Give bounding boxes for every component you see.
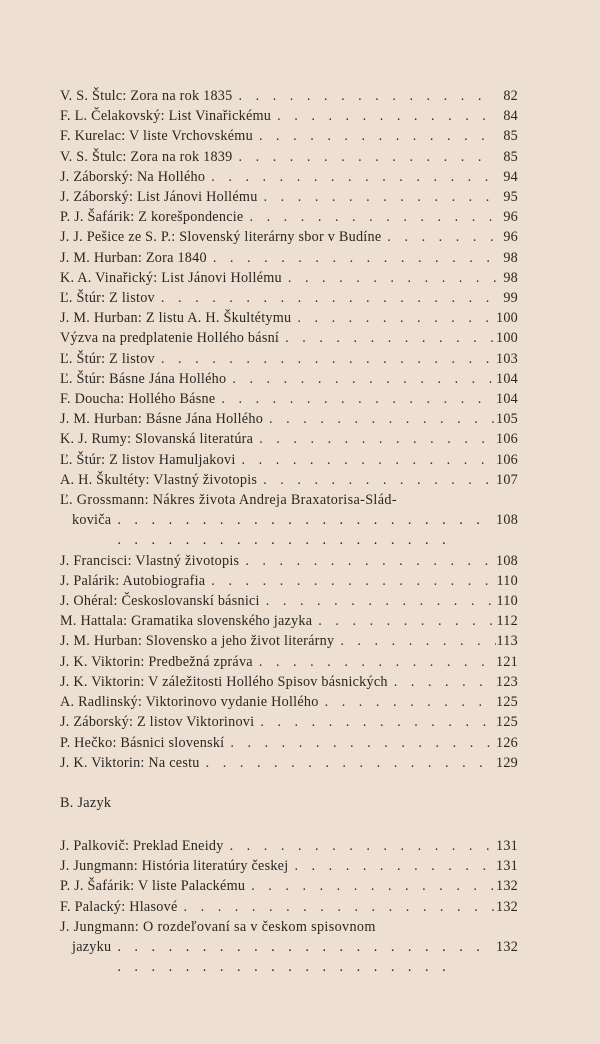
toc-entry-title: J. M. Hurban: Zora 1840	[60, 249, 207, 266]
toc-entry-page: 121	[495, 653, 518, 670]
leader-dots	[233, 86, 497, 106]
toc-entry-page: 104	[495, 391, 518, 408]
toc-entry-page: 85	[503, 148, 518, 165]
leader-dots	[253, 429, 496, 449]
leader-dots	[263, 409, 496, 429]
table-of-contents	[60, 86, 518, 977]
toc-entry	[60, 631, 518, 651]
leader-dots	[279, 328, 496, 348]
toc-entry-page: 99	[503, 290, 518, 307]
toc-entry	[60, 147, 518, 167]
toc-entry-page: 132	[496, 938, 519, 955]
toc-entry-page: 110	[496, 593, 518, 610]
toc-entry-title: J. Francisci: Vlastný životopis	[60, 552, 240, 569]
toc-entry-page: 94	[503, 168, 518, 185]
toc-entry-title: A. Radlinský: Viktorinovo vydanie Hollého	[60, 694, 319, 711]
leader-dots	[381, 227, 496, 247]
toc-entry	[60, 389, 518, 409]
toc-entry-title: Ľ. Štúr: Z listov Hamuljakovi	[60, 451, 236, 468]
toc-entry-title: K. A. Vinařický: List Jánovi Hollému	[60, 269, 282, 286]
leader-dots	[260, 591, 496, 611]
leader-dots	[205, 167, 496, 187]
toc-entry-title: J. M. Hurban: Slovensko a jeho život literárny	[60, 633, 335, 650]
toc-entry-title: J. K. Viktorin: V záležitosti Hollého Spisov básnických	[60, 673, 388, 690]
toc-entry	[60, 328, 518, 348]
toc-entry	[60, 611, 518, 631]
toc-entry-title: P. J. Šafárik: V liste Palackému	[60, 878, 246, 895]
toc-entry-continuation	[60, 510, 518, 550]
toc-group-a	[60, 86, 518, 490]
toc-entry-title: J. K. Viktorin: Predbežná zpráva	[60, 653, 253, 670]
toc-entry-page: 95	[503, 189, 518, 206]
toc-entry-page: 84	[503, 108, 518, 125]
toc-entry-title: J. K. Viktorin: Na cestu	[60, 754, 200, 771]
toc-entry-title: J. Palkovič: Preklad Eneidy	[60, 837, 224, 854]
toc-entry	[60, 551, 518, 571]
leader-dots	[254, 712, 496, 732]
toc-entry	[60, 876, 518, 896]
toc-entry	[60, 652, 518, 672]
toc-entry	[60, 753, 518, 773]
leader-dots	[239, 551, 496, 571]
toc-group-b	[60, 551, 518, 773]
toc-entry	[60, 268, 518, 288]
toc-entry	[60, 409, 518, 429]
toc-entry-page: 106	[495, 451, 518, 468]
toc-entry-page: 129	[495, 754, 518, 771]
toc-entry-title: K. J. Rumy: Slovanská literatúra	[60, 431, 254, 448]
leader-dots	[111, 510, 496, 550]
toc-entry-page: 85	[503, 128, 518, 145]
toc-entry-title-continuation: jazyku	[72, 938, 112, 955]
toc-entry	[60, 167, 518, 187]
leader-dots	[271, 106, 496, 126]
toc-entry-title: V. S. Štulc: Zora na rok 1835	[60, 88, 233, 104]
toc-entry	[60, 856, 518, 876]
toc-entry-page: 104	[495, 370, 518, 387]
leader-dots	[243, 207, 496, 227]
toc-entry-title: M. Hattala: Gramatika slovenského jazyka	[60, 613, 313, 630]
leader-dots	[155, 349, 496, 369]
leader-dots	[178, 897, 496, 917]
toc-entry-title-continuation: koviča	[72, 512, 112, 529]
toc-entry-page: 108	[496, 512, 519, 529]
leader-dots	[282, 268, 496, 288]
toc-entry-title: J. Záborský: Na Hollého	[60, 168, 206, 185]
toc-entry-continuation	[60, 937, 518, 977]
toc-entry-title: F. Doucha: Hollého Básne	[60, 391, 216, 408]
toc-entry-title: Ľ. Grossmann: Nákres života Andreja Braxatorisa-Slád-	[60, 492, 397, 509]
toc-entry-jungmann	[60, 917, 518, 937]
toc-entry	[60, 207, 518, 227]
toc-entry	[60, 836, 518, 856]
toc-entry-title: P. Hečko: Básnici slovenskí	[60, 734, 225, 751]
toc-entry	[60, 227, 518, 247]
toc-entry	[60, 897, 518, 917]
leader-dots	[312, 611, 496, 631]
toc-entry-title: F. Palacký: Hlasové	[60, 898, 178, 915]
leader-dots	[258, 187, 496, 207]
toc-entry-page: 96	[503, 209, 518, 226]
toc-entry	[60, 591, 518, 611]
toc-entry-page: 105	[495, 411, 518, 428]
toc-entry-title: F. L. Čelakovský: List Vinařickému	[60, 108, 272, 125]
toc-entry-page: 96	[503, 229, 518, 246]
toc-entry-page: 100	[495, 310, 518, 327]
toc-entry-title: J. Jungmann: História literatúry českej	[60, 858, 289, 875]
toc-entry-page: 100	[495, 330, 518, 347]
toc-entry	[60, 571, 518, 591]
toc-entry-page: 82	[503, 88, 518, 104]
toc-entry-page: 123	[495, 673, 518, 690]
toc-entry	[60, 733, 518, 753]
leader-dots	[319, 692, 496, 712]
toc-entry-title: J. Ohéral: Českoslovanskí básnici	[60, 593, 260, 610]
toc-entry	[60, 450, 518, 470]
toc-entry-page: 107	[495, 471, 518, 488]
toc-group-c	[60, 836, 518, 917]
toc-entry	[60, 288, 518, 308]
toc-entry	[60, 106, 518, 126]
leader-dots	[155, 288, 496, 308]
toc-entry	[60, 712, 518, 732]
toc-entry-title: V. S. Štulc: Zora na rok 1839	[60, 148, 233, 165]
leader-dots	[205, 571, 496, 591]
leader-dots	[253, 652, 496, 672]
toc-entry	[60, 308, 518, 328]
toc-entry-title: Ľ. Štúr: Z listov	[60, 290, 155, 307]
leader-dots	[200, 753, 496, 773]
toc-entry-page: 112	[496, 613, 518, 630]
toc-entry	[60, 126, 518, 146]
toc-entry-title: J. Záborský: List Jánovi Hollému	[60, 189, 258, 206]
toc-entry-page: 108	[495, 552, 518, 569]
leader-dots	[207, 248, 496, 268]
toc-entry-grossmann	[60, 490, 518, 510]
toc-entry-title: J. Palárik: Autobiografia	[60, 572, 206, 589]
toc-entry-title: J. Záborský: Z listov Viktorinovi	[60, 714, 255, 731]
toc-entry-page: 131	[495, 858, 518, 875]
toc-entry-title: F. Kurelac: V liste Vrchovskému	[60, 128, 253, 145]
leader-dots	[253, 126, 496, 146]
toc-entry-title: A. H. Škultéty: Vlastný životopis	[60, 471, 258, 488]
toc-entry-title: P. J. Šafárik: Z korešpondencie	[60, 209, 244, 226]
leader-dots	[334, 631, 496, 651]
toc-entry	[60, 429, 518, 449]
leader-dots	[288, 856, 496, 876]
toc-entry-page: 132	[495, 898, 518, 915]
toc-entry	[60, 672, 518, 692]
toc-entry-page: 103	[495, 350, 518, 367]
toc-entry-page: 125	[495, 714, 518, 731]
toc-entry	[60, 86, 518, 106]
toc-entry-page: 98	[503, 269, 518, 286]
toc-entry	[60, 470, 518, 490]
leader-dots	[388, 672, 496, 692]
leader-dots	[291, 308, 496, 328]
leader-dots	[226, 369, 496, 389]
toc-entry-title: Výzva na predplatenie Hollého básní	[60, 330, 280, 347]
leader-dots	[236, 450, 496, 470]
toc-entry-page: 132	[495, 878, 518, 895]
leader-dots	[215, 389, 496, 409]
toc-entry	[60, 248, 518, 268]
leader-dots	[245, 876, 496, 896]
toc-entry-title: J. M. Hurban: Básne Jána Hollého	[60, 411, 264, 428]
toc-entry-page: 110	[496, 572, 518, 589]
toc-entry-title: Ľ. Štúr: Básne Jána Hollého	[60, 370, 227, 387]
toc-entry	[60, 349, 518, 369]
toc-entry-page: 126	[495, 734, 518, 751]
toc-entry-title: J. J. Pešice ze S. P.: Slovenský literárny sbor v Budíne	[60, 229, 382, 246]
leader-dots	[233, 147, 497, 167]
leader-dots	[224, 733, 496, 753]
toc-entry	[60, 187, 518, 207]
toc-entry-page: 125	[495, 694, 518, 711]
toc-entry-title: J. M. Hurban: Z listu A. H. Škultétymu	[60, 310, 292, 327]
toc-entry-title: Ľ. Štúr: Z listov	[60, 350, 155, 367]
section-heading: B. Jazyk	[60, 794, 112, 811]
leader-dots	[224, 836, 496, 856]
toc-entry-title: J. Jungmann: O rozdeľovaní sa v českom spisovnom	[60, 918, 376, 935]
leader-dots	[111, 937, 496, 977]
toc-entry-page: 113	[496, 633, 518, 650]
toc-entry	[60, 692, 518, 712]
toc-entry-page: 106	[495, 431, 518, 448]
toc-entry-page: 131	[495, 837, 518, 854]
toc-entry	[60, 369, 518, 389]
toc-entry-page: 98	[503, 249, 518, 266]
leader-dots	[257, 470, 496, 490]
